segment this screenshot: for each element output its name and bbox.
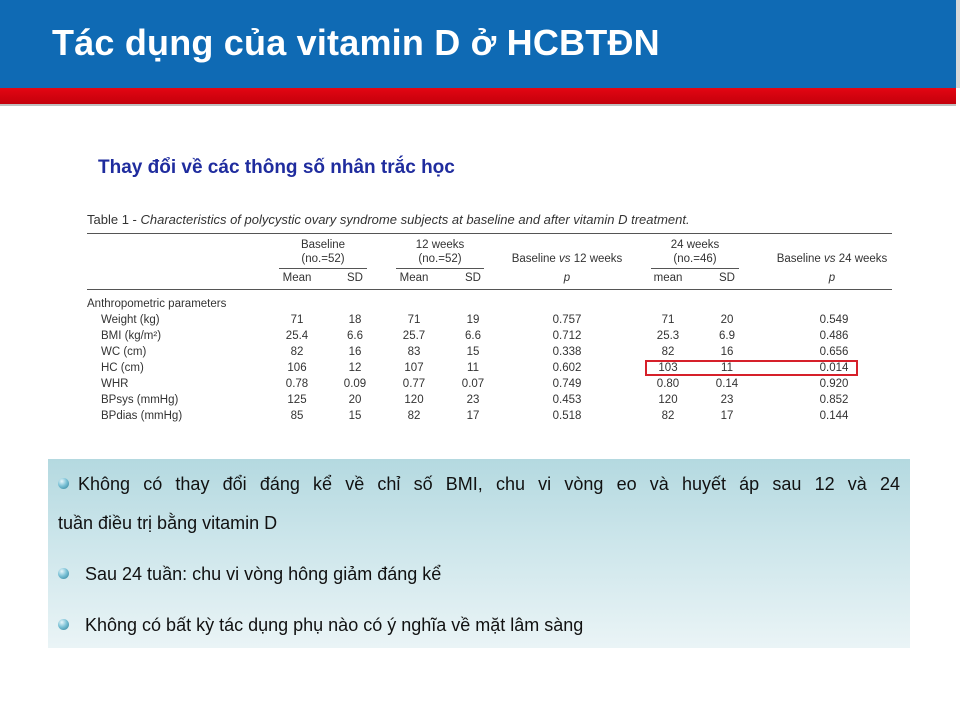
subheader-p-24-weeks: p (828, 272, 836, 284)
table-cell: 0.338 (552, 346, 582, 358)
table-cell: 25.4 (285, 330, 309, 342)
table-cell: 71 (290, 314, 304, 326)
header-12-weeks-line1: 12 weeks (415, 239, 465, 251)
table-cell: 16 (348, 346, 362, 358)
table-cell: 0.518 (552, 410, 582, 422)
table-cell: 85 (290, 410, 304, 422)
subheader-24-weeks-mean: mean (653, 272, 683, 284)
table-cell: 23 (720, 394, 734, 406)
header-24-weeks-line1: 24 weeks (670, 239, 720, 251)
table-cell: 82 (407, 410, 421, 422)
table-cell: 125 (287, 394, 307, 406)
row-label: HC (cm) (101, 362, 144, 374)
table-cell: 0.09 (343, 378, 367, 390)
table-cell: 0.80 (656, 378, 680, 390)
subheader-12-weeks-mean: Mean (399, 272, 429, 284)
subheader-12-weeks-sd: SD (465, 272, 481, 284)
row-label: BPdias (mmHg) (101, 410, 183, 422)
hc-24-weeks-highlight-box (645, 360, 858, 376)
table-cell: 0.852 (819, 394, 849, 406)
table-cell: 0.453 (552, 394, 582, 406)
table-cell: 106 (287, 362, 307, 374)
table-cell: 25.7 (402, 330, 426, 342)
table-cell: 0.14 (715, 378, 739, 390)
subheader-24-weeks-sd: SD (719, 272, 735, 284)
table-cell: 6.6 (465, 330, 481, 342)
bullet-1-line-2: tuần điều trị bằng vitamin D (58, 513, 278, 533)
table-cell: 20 (720, 314, 734, 326)
row-label: BPsys (mmHg) (101, 394, 179, 406)
table-cell: 16 (720, 346, 734, 358)
bullet-icon (58, 619, 69, 630)
bullet-icon (58, 478, 69, 489)
table-cell: 107 (404, 362, 424, 374)
section-anthropometric-parameters: Anthropometric parameters (87, 298, 227, 310)
table-cell: 103 (658, 362, 678, 374)
slide-title-bar (0, 0, 960, 88)
table-cell: 0.656 (819, 346, 849, 358)
table-cell: 19 (466, 314, 480, 326)
subheader-p-12-weeks: p (563, 272, 571, 284)
group-rule-12-weeks (396, 268, 484, 269)
row-label: Weight (kg) (101, 314, 160, 326)
table-caption-title: Characteristics of polycystic ovary syndrome subjects at baseline and after vitamin D treatment. (140, 212, 690, 227)
group-rule-baseline (279, 268, 367, 269)
row-label: WHR (101, 378, 129, 390)
table-cell: 0.757 (552, 314, 582, 326)
table-cell: 11 (721, 362, 733, 374)
header-baseline-vs-12-weeks: Baseline vs 12 weeks (511, 253, 623, 265)
table-caption-prefix: Table 1 - (87, 212, 141, 227)
bullet-1-line-1: Không có thay đổi đáng kể về chỉ số BMI, chu vi vòng eo và huyết áp sau 12 và 24 (78, 474, 900, 494)
bullet-icon (58, 568, 69, 579)
bullet-2: Sau 24 tuần: chu vi vòng hông giảm đáng kể (85, 564, 442, 584)
table-cell: 0.77 (402, 378, 426, 390)
row-label: WC (cm) (101, 346, 147, 358)
summary-bullet-box (48, 459, 910, 648)
header-bottom-rule (87, 289, 892, 290)
table-top-rule (87, 233, 892, 234)
table-cell: 0.602 (552, 362, 582, 374)
table-caption (87, 212, 690, 227)
table-cell: 120 (658, 394, 678, 406)
table-cell: 17 (466, 410, 480, 422)
table-cell: 0.144 (819, 410, 849, 422)
table-cell: 15 (348, 410, 362, 422)
header-24-weeks-line2: (no.=46) (673, 253, 717, 265)
table-cell: 15 (466, 346, 480, 358)
bullet-3: Không có bất kỳ tác dụng phụ nào có ý nghĩa về mặt lâm sàng (85, 615, 584, 635)
table-cell: 6.9 (719, 330, 735, 342)
slide-title: Tác dụng của vitamin D ở HCBTĐN (52, 22, 660, 63)
header-baseline-line1: Baseline (300, 239, 346, 251)
table-cell: 0.07 (461, 378, 485, 390)
table-cell: 18 (348, 314, 362, 326)
table-cell: 0.549 (819, 314, 849, 326)
table-cell: 71 (661, 314, 675, 326)
table-cell: 17 (720, 410, 734, 422)
table-cell: 0.014 (819, 362, 849, 374)
table-cell: 0.78 (285, 378, 309, 390)
table-cell: 0.486 (819, 330, 849, 342)
table-cell: 25.3 (656, 330, 680, 342)
table-cell: 12 (348, 362, 362, 374)
table-cell: 83 (407, 346, 421, 358)
header-12-weeks-line2: (no.=52) (418, 253, 462, 265)
table-cell: 82 (661, 346, 675, 358)
table-cell: 120 (404, 394, 424, 406)
subheader-baseline-mean: Mean (282, 272, 312, 284)
subheader-baseline-sd: SD (347, 272, 363, 284)
table-cell: 82 (661, 410, 675, 422)
table-cell: 0.749 (552, 378, 582, 390)
title-accent-stripe (0, 88, 956, 106)
group-rule-24-weeks (651, 268, 739, 269)
slide-subtitle: Thay đổi về các thông số nhân trắc học (98, 157, 455, 178)
header-baseline-vs-24-weeks: Baseline vs 24 weeks (776, 253, 888, 265)
table-cell: 11 (467, 362, 479, 374)
table-cell: 82 (290, 346, 304, 358)
table-cell: 0.920 (819, 378, 849, 390)
row-label: BMI (kg/m²) (101, 330, 162, 342)
table-cell: 20 (348, 394, 362, 406)
table-cell: 23 (466, 394, 480, 406)
table-cell: 71 (407, 314, 421, 326)
table-cell: 0.712 (552, 330, 582, 342)
header-baseline-line2: (no.=52) (301, 253, 345, 265)
table-cell: 6.6 (347, 330, 363, 342)
